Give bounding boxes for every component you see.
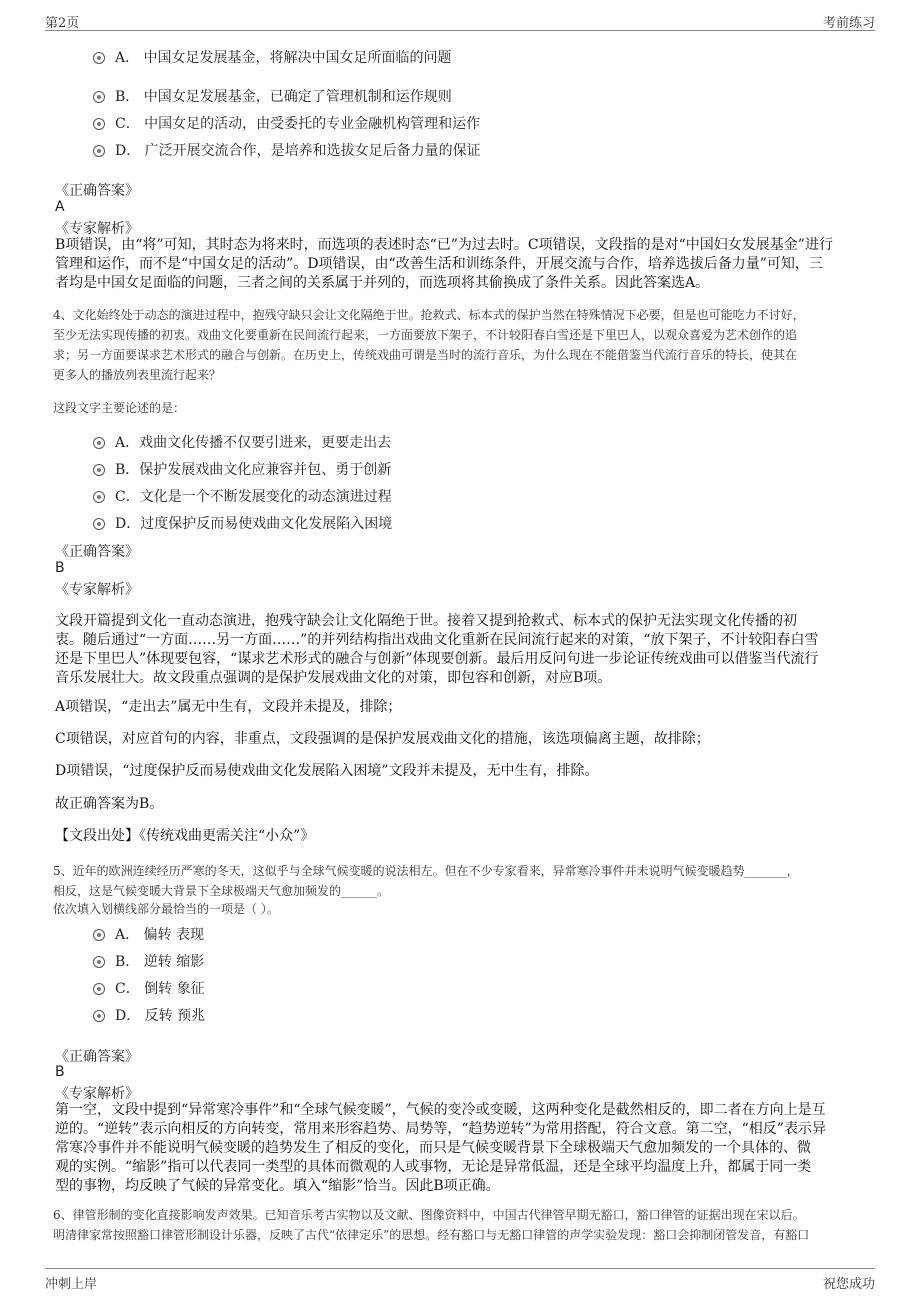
q3-option-b[interactable]: B． 中国女足发展基金，已确定了管理机制和运作规则: [93, 86, 452, 106]
q4-option-d[interactable]: D．过度保护反而易使戏曲文化发展陷入困境: [93, 513, 392, 533]
q4-option-b[interactable]: B．保护发展戏曲文化应兼容并包、勇于创新: [93, 459, 391, 479]
q3-option-c[interactable]: C． 中国女足的活动，由受委托的专业金融机构管理和运作: [93, 113, 480, 133]
radio-icon[interactable]: [93, 929, 105, 941]
q4-conclusion: 故正确答案为B。: [55, 796, 164, 812]
q6-stem: 6、律管形制的变化直接影响发声效果。已知音乐考古实物以及文献、图像资料中，中国古代律管早期无豁口，豁口律管的证据出现在宋以后。 明清律家常按照豁口律管形制设计乐器，反映了古代“依律定乐”的思想。经有豁口与无豁口律管的声学实验发现：豁口会抑制闭管发音，有豁口: [53, 1208, 810, 1242]
q5-option-d[interactable]: D． 反转 预兆: [93, 1005, 205, 1025]
q5-option-b[interactable]: B． 逆转 缩影: [93, 951, 204, 971]
q5-option-c[interactable]: C． 倒转 象征: [93, 978, 205, 998]
radio-icon[interactable]: [93, 118, 105, 130]
q4-answer-label: 《正确答案》: [55, 544, 139, 560]
radio-icon[interactable]: [93, 91, 105, 103]
q4-analysis: 文段开篇提到文化一直动态演进，抱残守缺会让文化隔绝于世。接着又提到抢救式、标本式的保护无法实现文化传播的初 衷。随后通过“一方面……另一方面……”的并列结构指出戏曲文化重新在民间流行起来的对策，“放下架子，不计较阳春白雪 还是下里巴人”体现要包容，“谋求艺术形式的融合与创新”体现要创新。最后用反问句进一步论证传统戏曲可以借鉴当代流行 音乐发展壮大。故文段重点强调的是保护发展戏曲文化的对策，即包容和创新，对应B项。: [55, 613, 819, 686]
q4-analysis-c: C项错误，对应首句的内容，非重点，文段强调的是保护发展戏曲文化的措施，该选项偏离主题，故排除；: [55, 731, 710, 747]
q5-option-a[interactable]: A． 偏转 表现: [93, 924, 204, 944]
q5-analysis-label: 《专家解析》: [55, 1086, 139, 1102]
radio-icon[interactable]: [93, 145, 105, 157]
radio-icon[interactable]: [93, 1010, 105, 1022]
page-footer: [45, 1268, 875, 1294]
q5-analysis: 第一空，文段中提到“异常寒冷事件”和“全球气候变暖”，气候的变冷或变暖，这两种变化是截然相反的，即二者在方向上是互 逆的。“逆转”表示向相反的方向转变，常用来形容趋势、局势等，“趋势逆转”为常用搭配，符合文意。第二空，“相反”表示异 常寒冷事件并不能说明气候变暖的趋势发生了相反的变化，而只是气候变暖背景下全球极端天气愈加频发的一个具体的、微 观的实例。“缩影”指可以代表同一类型的具体而微观的人或事物，无论是异常低温，还是全球平均温度上升，都属于同一类 型的事物，均反映了气候的异常变化。填入“缩影”恰当。因此B项正确。: [55, 1102, 826, 1194]
radio-icon[interactable]: [93, 983, 105, 995]
q4-answer: B: [55, 560, 65, 576]
page-number: 第2页: [45, 16, 80, 31]
q4-analysis-a: A项错误，“走出去”属无中生有，文段并未提及，排除；: [55, 699, 402, 715]
q4-analysis-label: 《专家解析》: [55, 582, 139, 598]
q4-stem: 4、文化始终处于动态的演进过程中，抱残守缺只会让文化隔绝于世。抢救式、标本式的保护当然在特殊情况下必要，但是也可能吃力不讨好， 至少无法实现传播的初衷。戏曲文化要重新在民间流行起来，一方面要放下架子，不计较阳春白雪还是下里巴人，以观众喜爱为艺术创作的追 求；另一方面要谋求艺术形式的融合与创新。在历史上，传统戏曲可谓是当时的流行音乐，为什么现在不能借鉴当代流行音乐的特长，使其在 更多人的播放列表里流行起来？: [53, 308, 805, 382]
radio-icon[interactable]: [93, 956, 105, 968]
page-header: [45, 12, 875, 31]
radio-icon[interactable]: [93, 52, 105, 64]
footer-left: 冲刺上岸: [45, 1277, 98, 1292]
radio-icon[interactable]: [93, 464, 105, 476]
q3-option-d[interactable]: D． 广泛开展交流合作，是培养和选拔女足后备力量的保证: [93, 140, 481, 160]
q4-option-a[interactable]: A．戏曲文化传播不仅要引进来，更要走出去: [93, 432, 391, 452]
q3-answer: A: [55, 199, 65, 215]
header-title: 考前练习: [822, 16, 875, 31]
q4-option-c[interactable]: C．文化是一个不断发展变化的动态演进过程: [93, 486, 392, 506]
q3-option-a[interactable]: A． 中国女足发展基金，将解决中国女足所面临的问题: [93, 47, 452, 67]
q3-analysis: B项错误，由“将”可知，其时态为将来时，而选项的表述时态“已”为过去时。C项错误，文段指的是对“中国妇女发展基金”进行 管理和运作，而不是“中国女足的活动”。D项错误，由“改善生活和训练条件，开展交流与合作，培养选拔后备力量”可知，三 者均是中国女足面临的问题，三者之间的关系属于并列的，而选项将其偷换成了条件关系。因此答案选A。: [55, 237, 833, 291]
q3-answer-label: 《正确答案》: [55, 183, 139, 199]
radio-icon[interactable]: [93, 518, 105, 530]
q4-question: 这段文字主要论述的是：: [53, 401, 186, 415]
q3-analysis-label: 《专家解析》: [55, 221, 139, 237]
q5-stem: 5、近年的欧洲连续经历严寒的冬天，这似乎与全球气候变暖的说法相左。但在不少专家看来，异常寒冷事件并未说明气候变暖趋势_______， 相反，这是气候变暖大背景下全球极端天气愈加频发的______。 依次填入划横线部分最恰当的一项是（ ）。: [53, 864, 799, 916]
q4-source: 【文段出处】《传统戏曲更需关注“小众”》: [55, 828, 315, 844]
radio-icon[interactable]: [93, 491, 105, 503]
radio-icon[interactable]: [93, 437, 105, 449]
q4-analysis-d: D项错误，“过度保护反而易使戏曲文化发展陷入困境”文段并未提及，无中生有，排除。: [55, 763, 599, 779]
footer-right: 祝您成功: [822, 1277, 875, 1292]
q5-answer-label: 《正确答案》: [55, 1049, 139, 1065]
q5-answer: B: [55, 1064, 65, 1080]
